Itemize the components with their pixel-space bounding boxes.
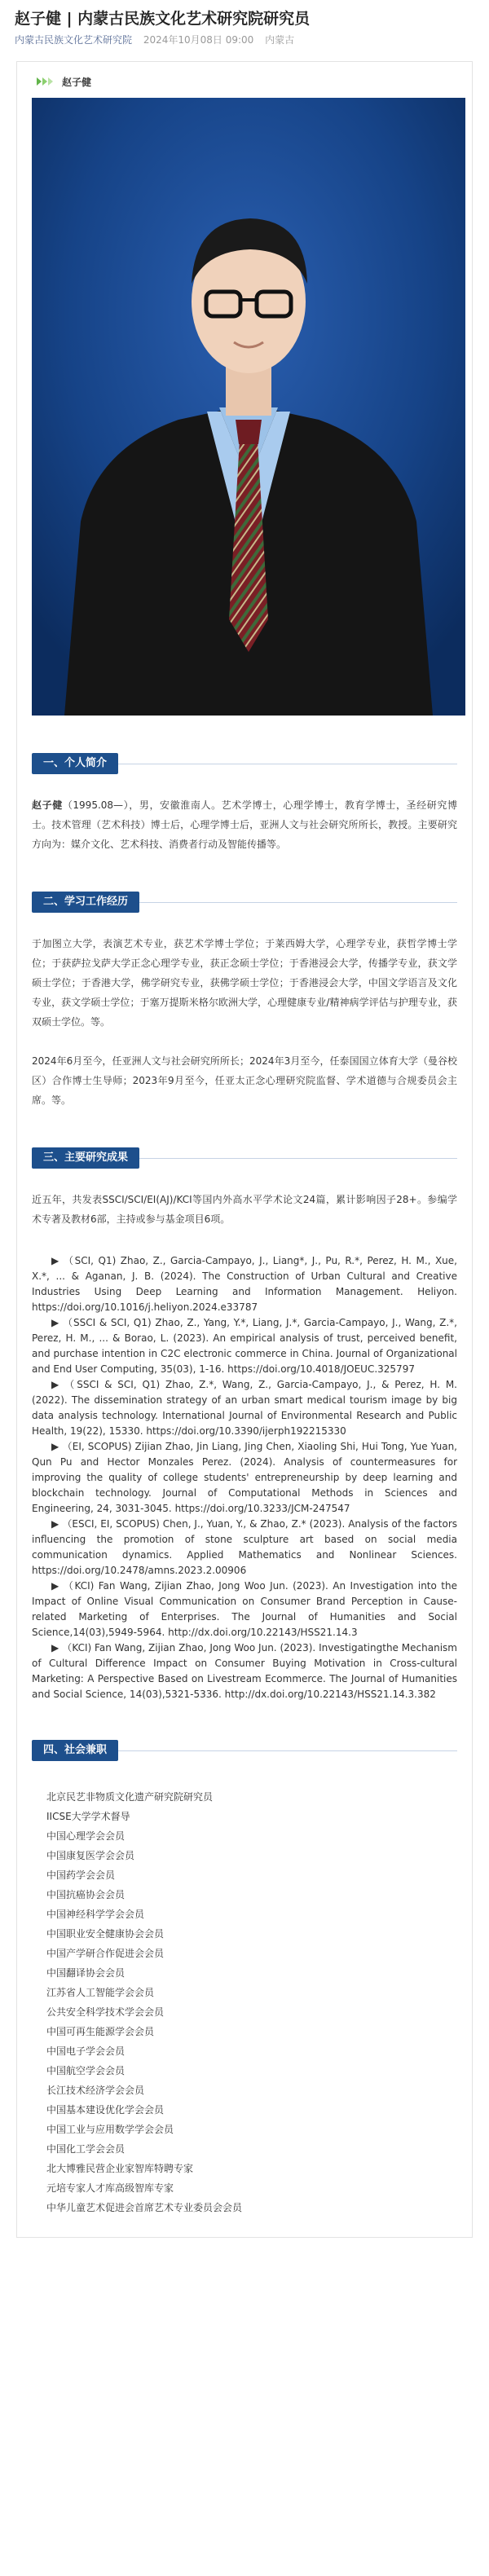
reference-item — [32, 1640, 457, 1702]
publish-date: 2024年10月08日 09:00 — [143, 34, 254, 46]
article-title: 赵子健 | 内蒙古民族文化艺术研究院研究员 — [15, 10, 311, 28]
play-triangle-icon: ▶ — [51, 1379, 62, 1390]
social-position-item: 中国航空学会会员 — [46, 2065, 126, 2076]
section-badge: 一、个人简介 — [32, 753, 118, 774]
play-triangle-icon: ▶ — [51, 1518, 59, 1530]
account-link[interactable]: 内蒙古民族文化艺术研究院 — [15, 34, 133, 46]
social-position-item: 中国产学研合作促进会会员 — [46, 1948, 165, 1959]
social-position-item: 中国抗癌协会会员 — [46, 1889, 126, 1900]
research-summary: 近五年，共发表SSCI/SCI/EI(AJ)/KCI等国内外高水平学术论文24篇，累计影响因子28+。参编学术专著及教材6部，主持或参与基金项目6项。 — [32, 1194, 457, 1225]
section-badge: 三、主要研究成果 — [32, 1147, 139, 1169]
reference-item — [32, 1517, 457, 1579]
section-divider — [118, 1750, 457, 1751]
section-header-intro — [32, 751, 457, 776]
reference-text: （SCI, Q1) Zhao, Z., Garcia-Campayo, J., Liang*, J., Pu, R.*, Perez, H. M., Xue, X.*, ... & Aganan, J. B. (2024). The Construction of Urban Cultural and Creative Industries Using Deep Learning and Information Management. Heliyon. https://doi.org/10.1016/j.heliyon.2024.e33787 — [32, 1255, 457, 1313]
reference-text: （SSCI & SCI, Q1) Zhao, Z., Yang, Y.*, Liang, J.*, Garcia-Campayo, J., Wang, Z.*, Perez, H. M., ... & Borao, L. (2023). An empirical analysis of trust, perceived benefit, and purchase intention in C2C electronic commerce in China. Journal of Organizational and End User Computing, 35(03), 1-16. https://doi.org/10.4018/JOEUC.325797 — [32, 1317, 457, 1375]
social-position-item: 中国基本建设优化学会会员 — [46, 2104, 165, 2116]
social-position-item: 元培专家人才库高级智库专家 — [46, 2182, 174, 2194]
social-position-item: 中华儿童艺术促进会首席艺术专业委员会会员 — [46, 2202, 243, 2213]
reference-item — [32, 1377, 457, 1439]
section-divider — [139, 902, 457, 903]
social-position-item: 长江技术经济学会会员 — [46, 2085, 145, 2096]
social-position-item: 中国康复医学会会员 — [46, 1850, 135, 1861]
play-triangle-icon: ▶ — [51, 1441, 59, 1452]
social-position-item: 中国工业与应用数学学会会员 — [46, 2124, 174, 2135]
section-header-research — [32, 1146, 457, 1170]
content-card — [16, 61, 473, 2238]
reference-text: （KCI) Fan Wang, Zijian Zhao, Jong Woo Jun. (2023). An Investigation into the Impact of Online Visual Communication on Consumer Brand Perception in Cause-related Marketing of Enterprises. The Journal of Humanities and Social Science,14(03),5949-5964. http://dx.doi.org/10.22143/HSS21.14.3 — [32, 1580, 457, 1638]
reference-text: （SSCI & SCI, Q1) Zhao, Z.*, Wang, Z., Garcia-Campayo, J., & Perez, H. M. (2022). The dissemination strategy of an urban smart medical tourism image by big data analysis technology. International Journal of Environmental Research and Public Health, 19(22), 15330. https://doi.org/10.3390/ijerph192215330 — [32, 1379, 457, 1437]
play-triangle-icon: ▶ — [51, 1580, 60, 1592]
play-triangle-icon: ▶ — [51, 1317, 60, 1328]
reference-text: （ESCI, EI, SCOPUS) Chen, J., Yuan, Y., & Zhao, Z.* (2023). Analysis of the factors influencing the promotion of stone sculpture art based on social media communication dynamics. Applied Mathematics and Nonlinear Sciences. https://doi.org/10.2478/amns.2023.2.00906 — [32, 1518, 458, 1576]
social-position-item: 中国化工学会会员 — [46, 2143, 126, 2155]
reference-list — [32, 1253, 457, 1702]
play-triangle-icon: ▶ — [51, 1255, 60, 1266]
social-position-item: IICSE大学学术督导 — [46, 1811, 130, 1822]
social-position-item: 中国电子学会会员 — [46, 2045, 126, 2057]
article-meta — [8, 33, 481, 58]
person-name: 赵子健 — [32, 799, 63, 811]
social-position-item: 公共安全科学技术学会会员 — [46, 2006, 165, 2018]
social-position-item: 中国可再生能源学会会员 — [46, 2026, 155, 2037]
portrait-illustration — [32, 98, 465, 716]
section-badge: 二、学习工作经历 — [32, 892, 139, 913]
intro-text: （1995.08—），男，安徽淮南人。艺术学博士，心理学博士，教育学博士，圣经研究博士。技术管理（艺术科技）博士后，心理学博士后，亚洲人文与社会研究所所长，教授。主要研究方向为：媒介文化、艺术科技、消费者行动及智能传播等。 — [32, 799, 457, 850]
publish-location: 内蒙古 — [265, 34, 295, 46]
social-position-item: 江苏省人工智能学会会员 — [46, 1987, 155, 1998]
reference-item — [32, 1579, 457, 1640]
social-position-item: 中国药学会会员 — [46, 1869, 116, 1881]
section-badge: 四、社会兼职 — [32, 1740, 118, 1761]
triple-chevron-right-icon — [37, 77, 54, 86]
section-header-study — [32, 890, 457, 914]
reference-item — [32, 1315, 457, 1377]
social-position-item: 中国神经科学学会会员 — [46, 1909, 145, 1920]
work-paragraph: 2024年6月至今，任亚洲人文与社会研究所所长；2024年3月至今，任泰国国立体育大学（曼谷校区）合作博士生导师；2023年9月至今，任亚太正念心理研究院监督、学术道德与合规委员会主席。等。 — [32, 1055, 457, 1106]
section-header-social — [32, 1738, 457, 1763]
name-tag — [32, 70, 457, 93]
social-position-item: 中国翻译协会会员 — [46, 1967, 126, 1979]
reference-text: （EI, SCOPUS) Zijian Zhao, Jin Liang, Jing Chen, Xiaoling Shi, Hui Tong, Yue Yuan, Qun Pu and Hector Monzales Perez. (2024). Analysis of countermeasures for improving the quality of college students' entrepreneurship by deep learning and blockchain technology. Journal of Computational Methods in Sciences and Engineering, 24, 3031-3045. https://doi.org/10.3233/JCM-247547 — [32, 1441, 457, 1514]
social-position-item: 北京民艺非物质文化遗产研究院研究员 — [46, 1791, 214, 1803]
social-position-item: 北大博雅民营企业家智库特聘专家 — [46, 2163, 194, 2174]
intro-paragraph — [32, 795, 457, 854]
section-divider — [139, 1158, 457, 1159]
play-triangle-icon: ▶ — [51, 1642, 59, 1653]
reference-text: （KCI) Fan Wang, Zijian Zhao, Jong Woo Jun. (2023). Investigatingthe Mechanism of Cultural Difference Impact on Consumer Buying Motivation in Cross-cultural Marketing: A Perspective Based on Livestream Ecommerce. The Journal of Humanities and Social Science, 14(03),5321-5336. http://dx.doi.org/10.22143/HSS21.14.3.382 — [32, 1642, 457, 1700]
social-position-item: 中国职业安全健康协会会员 — [46, 1928, 165, 1940]
name-tag-label: 赵子健 — [62, 76, 92, 88]
social-positions-list — [32, 1787, 457, 2217]
social-position-item: 中国心理学会会员 — [46, 1830, 126, 1842]
study-paragraph: 于加图立大学，表演艺术专业，获艺术学博士学位；于莱西姆大学，心理学专业，获哲学博士学位；于获萨拉戈萨大学正念心理学专业，获正念硕士学位；于香港浸会大学，传播学专业，获文学硕士学位；于香港大学，佛学研究专业，获佛学硕士学位；于香港浸会大学，中国文学语言及文化专业，获文学硕士学位；于塞万提斯米格尔欧洲大学，心理健康专业/精神病学评估与护理专业，获双硕士学位。等。 — [32, 938, 457, 1028]
reference-item — [32, 1253, 457, 1315]
reference-item — [32, 1439, 457, 1517]
portrait-photo — [32, 98, 465, 716]
